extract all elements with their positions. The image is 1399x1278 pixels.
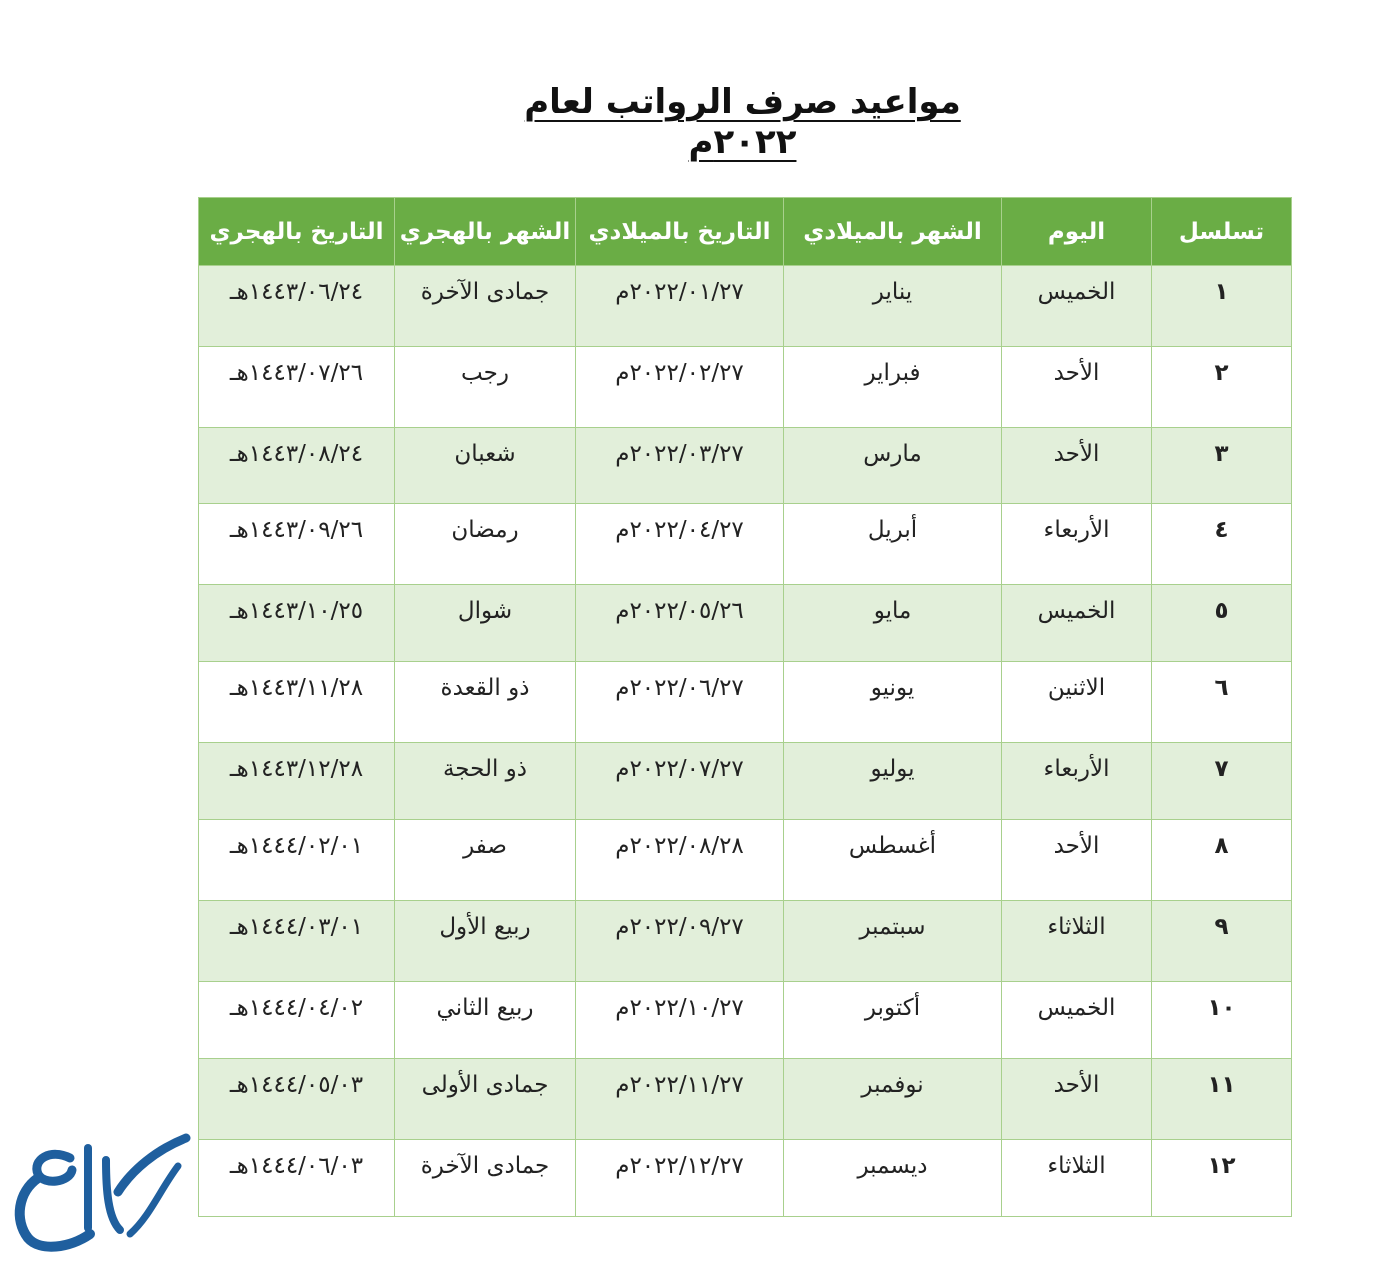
cell-gregorian-date: ٢٠٢٢/٠٨/٢٨م <box>576 820 784 901</box>
cell-day: الأحد <box>1002 1059 1152 1140</box>
cell-day: الخميس <box>1002 982 1152 1059</box>
cell-serial: ٣ <box>1152 428 1292 504</box>
table-row <box>199 901 1292 982</box>
cell-hijri-month: شوال <box>395 585 576 662</box>
cell-serial: ٩ <box>1152 901 1292 982</box>
cell-serial: ١٢ <box>1152 1140 1292 1217</box>
table-header-row <box>199 198 1292 266</box>
cell-hijri-date: ١٤٤٣/٠٧/٢٦هـ <box>199 347 395 428</box>
cell-hijri-date: ١٤٤٣/٠٩/٢٦هـ <box>199 504 395 585</box>
almarjaa-logo <box>10 1130 192 1256</box>
cell-gregorian-month: أبريل <box>784 504 1002 585</box>
cell-gregorian-date: ٢٠٢٢/٠٥/٢٦م <box>576 585 784 662</box>
cell-gregorian-date: ٢٠٢٢/٠٣/٢٧م <box>576 428 784 504</box>
table-row <box>199 820 1292 901</box>
cell-hijri-month: ذو القعدة <box>395 662 576 743</box>
cell-gregorian-month: أكتوبر <box>784 982 1002 1059</box>
table-row <box>199 1059 1292 1140</box>
cell-day: الخميس <box>1002 266 1152 347</box>
cell-hijri-month: جمادى الأولى <box>395 1059 576 1140</box>
cell-gregorian-date: ٢٠٢٢/٠٧/٢٧م <box>576 743 784 820</box>
cell-serial: ١٠ <box>1152 982 1292 1059</box>
cell-day: الثلاثاء <box>1002 1140 1152 1217</box>
cell-hijri-month: شعبان <box>395 428 576 504</box>
cell-gregorian-date: ٢٠٢٢/١٢/٢٧م <box>576 1140 784 1217</box>
cell-serial: ٦ <box>1152 662 1292 743</box>
header-gregorian-date: التاريخ بالميلادي <box>576 198 784 266</box>
cell-serial: ٨ <box>1152 820 1292 901</box>
cell-gregorian-date: ٢٠٢٢/١٠/٢٧م <box>576 982 784 1059</box>
cell-day: الأحد <box>1002 347 1152 428</box>
salary-schedule-table <box>198 197 1292 1217</box>
cell-gregorian-month: ديسمبر <box>784 1140 1002 1217</box>
table-row <box>199 743 1292 820</box>
cell-hijri-date: ١٤٤٤/٠٢/٠١هـ <box>199 820 395 901</box>
table-row <box>199 1140 1292 1217</box>
cell-gregorian-month: سبتمبر <box>784 901 1002 982</box>
cell-hijri-date: ١٤٤٤/٠٥/٠٣هـ <box>199 1059 395 1140</box>
cell-gregorian-month: يونيو <box>784 662 1002 743</box>
cell-hijri-month: رجب <box>395 347 576 428</box>
cell-serial: ٧ <box>1152 743 1292 820</box>
cell-gregorian-month: مارس <box>784 428 1002 504</box>
table-row <box>199 347 1292 428</box>
cell-day: الأحد <box>1002 428 1152 504</box>
cell-day: الأربعاء <box>1002 504 1152 585</box>
cell-day: الخميس <box>1002 585 1152 662</box>
page-title: مواعيد صرف الرواتب لعام ٢٠٢٢م <box>524 82 961 162</box>
cell-hijri-date: ١٤٤٣/١٠/٢٥هـ <box>199 585 395 662</box>
table-row <box>199 504 1292 585</box>
cell-gregorian-month: نوفمبر <box>784 1059 1002 1140</box>
cell-hijri-month: ذو الحجة <box>395 743 576 820</box>
cell-gregorian-date: ٢٠٢٢/٠٦/٢٧م <box>576 662 784 743</box>
table-row <box>199 662 1292 743</box>
cell-gregorian-date: ٢٠٢٢/٠١/٢٧م <box>576 266 784 347</box>
table-row <box>199 982 1292 1059</box>
table-row <box>199 266 1292 347</box>
cell-serial: ١١ <box>1152 1059 1292 1140</box>
cell-gregorian-date: ٢٠٢٢/٠٤/٢٧م <box>576 504 784 585</box>
cell-hijri-month: جمادى الآخرة <box>395 1140 576 1217</box>
table-row <box>199 585 1292 662</box>
cell-serial: ٤ <box>1152 504 1292 585</box>
cell-hijri-date: ١٤٤٤/٠٦/٠٣هـ <box>199 1140 395 1217</box>
header-gregorian-month: الشهر بالميلادي <box>784 198 1002 266</box>
cell-gregorian-month: يوليو <box>784 743 1002 820</box>
cell-hijri-date: ١٤٤٣/٠٨/٢٤هـ <box>199 428 395 504</box>
cell-hijri-date: ١٤٤٣/٠٦/٢٤هـ <box>199 266 395 347</box>
cell-day: الأحد <box>1002 820 1152 901</box>
header-hijri-date: التاريخ بالهجري <box>199 198 395 266</box>
cell-serial: ٢ <box>1152 347 1292 428</box>
cell-gregorian-date: ٢٠٢٢/٠٢/٢٧م <box>576 347 784 428</box>
cell-gregorian-month: أغسطس <box>784 820 1002 901</box>
cell-day: الثلاثاء <box>1002 901 1152 982</box>
cell-day: الأربعاء <box>1002 743 1152 820</box>
cell-gregorian-month: مايو <box>784 585 1002 662</box>
cell-hijri-month: صفر <box>395 820 576 901</box>
cell-gregorian-date: ٢٠٢٢/١١/٢٧م <box>576 1059 784 1140</box>
table-row <box>199 428 1292 504</box>
header-day: اليوم <box>1002 198 1152 266</box>
cell-hijri-date: ١٤٤٤/٠٤/٠٢هـ <box>199 982 395 1059</box>
header-hijri-month: الشهر بالهجري <box>395 198 576 266</box>
cell-gregorian-month: فبراير <box>784 347 1002 428</box>
cell-gregorian-date: ٢٠٢٢/٠٩/٢٧م <box>576 901 784 982</box>
cell-hijri-month: جمادى الآخرة <box>395 266 576 347</box>
cell-gregorian-month: يناير <box>784 266 1002 347</box>
cell-serial: ١ <box>1152 266 1292 347</box>
cell-hijri-date: ١٤٤٣/١١/٢٨هـ <box>199 662 395 743</box>
cell-serial: ٥ <box>1152 585 1292 662</box>
cell-day: الاثنين <box>1002 662 1152 743</box>
cell-hijri-month: رمضان <box>395 504 576 585</box>
header-serial: تسلسل <box>1152 198 1292 266</box>
cell-hijri-date: ١٤٤٣/١٢/٢٨هـ <box>199 743 395 820</box>
cell-hijri-date: ١٤٤٤/٠٣/٠١هـ <box>199 901 395 982</box>
cell-hijri-month: ربيع الأول <box>395 901 576 982</box>
cell-hijri-month: ربيع الثاني <box>395 982 576 1059</box>
